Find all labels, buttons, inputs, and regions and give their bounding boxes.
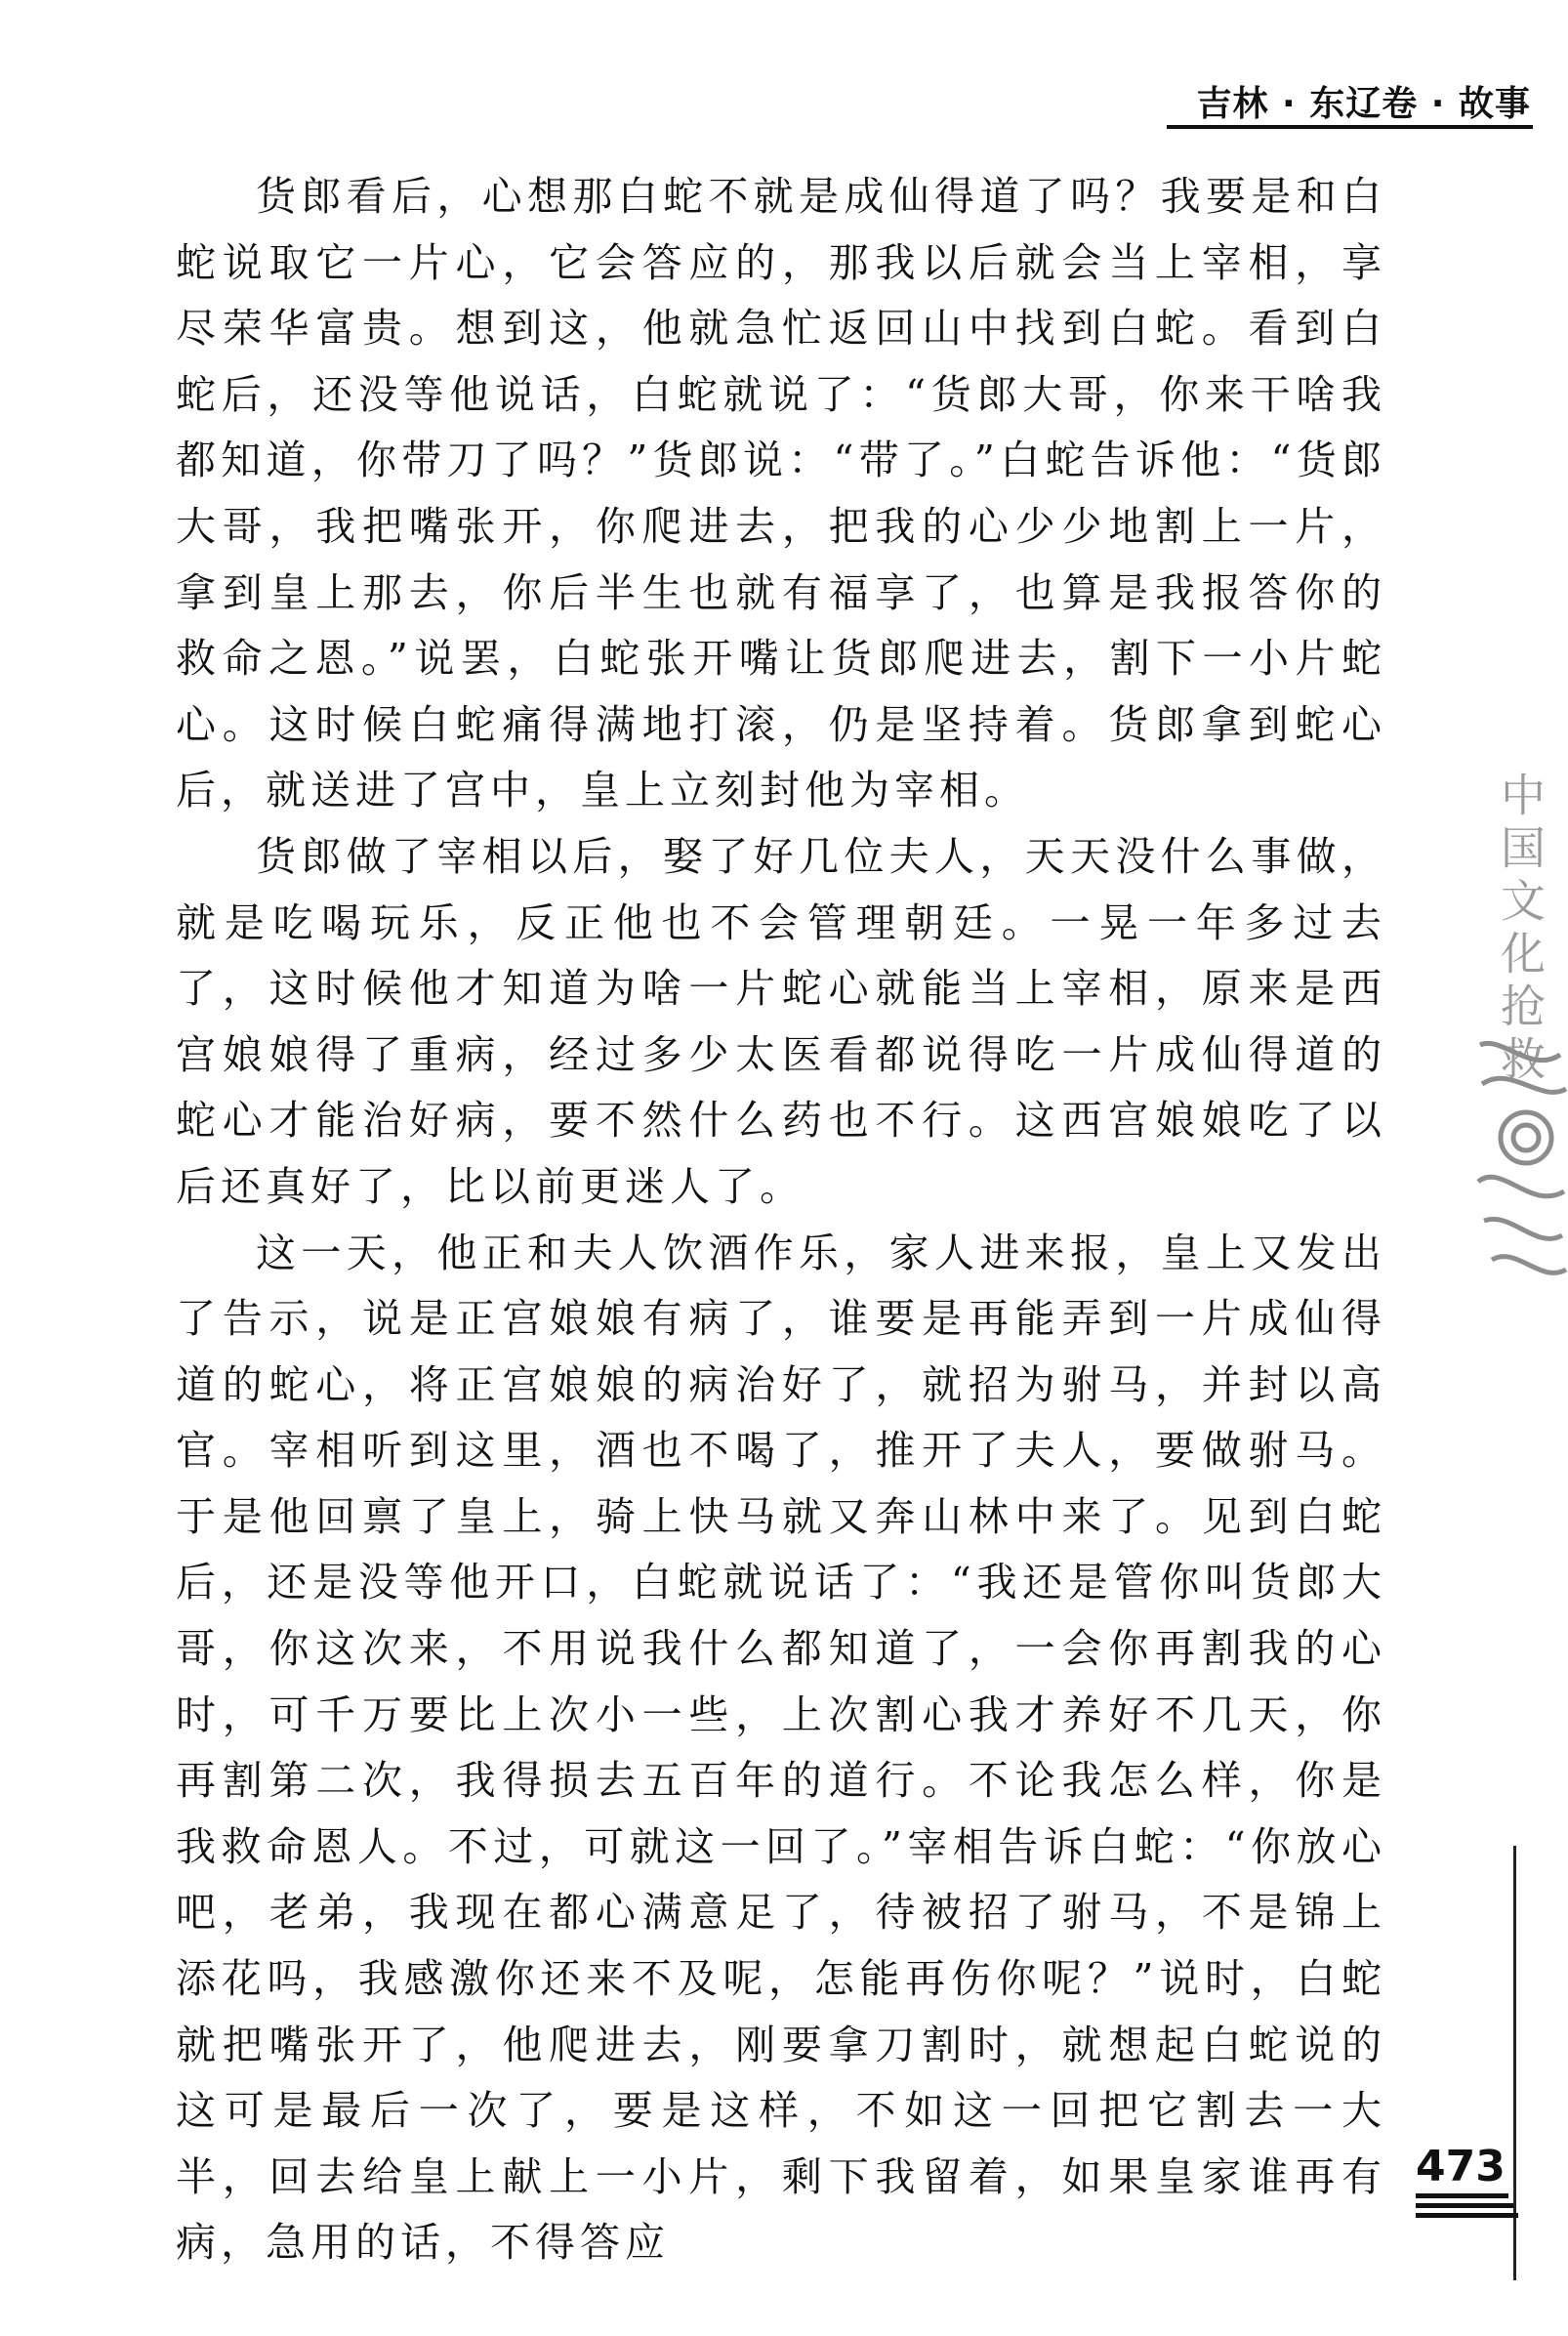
paragraph-2: 货郎做了宰相以后，娶了好几位夫人，天天没什么事做，就是吃喝玩乐，反正他也不会管理朝廷。一晃一年多过去了，这时候他才知道为啥一片蛇心就能当上宰相，原来是西宫娘娘得了重病，经过多少太医看都说得吃一片成仙得道的蛇心才能治好病，要不然什么药也不行。这西宫娘娘吃了以后还真好了，比以前更迷人了。 — [176, 832, 1386, 1210]
paragraph-1: 货郎看后，心想那白蛇不就是成仙得道了吗？我要是和白蛇说取它一片心，它会答应的，那我以后就会当上宰相，享尽荣华富贵。想到这，他就急忙返回山中找到白蛇。看到白蛇后，还没等他说话，白蛇就说了：“货郎大哥，你来干啥我都知道，你带刀了吗？”货郎说：“带了。”白蛇告诉他：“货郎大哥，我把嘴张开，你爬进去，把我的心少少地割上一片，拿到皇上那去，你后半生也就有福享了，也算是我报答你的救命之恩。”说罢，白蛇张开嘴让货郎爬进去，割下一小片蛇心。这时候白蛇痛得满地打滚，仍是坚持着。货郎拿到蛇心后，就送进了宫中，皇上立刻封他为宰相。 — [176, 173, 1386, 814]
side-decoration — [1472, 752, 1568, 1299]
side-decoration-text: 中国文化抢救 — [1494, 772, 1547, 1088]
page-number-underline — [1416, 2213, 1518, 2218]
running-header: 吉林 · 东辽卷 · 故事 — [1196, 84, 1531, 124]
paragraph-3: 这一天，他正和夫人饮酒作乐，家人进来报，皇上又发出了告示，说是正宫娘娘有病了，谁要是再能弄到一片成仙得道的蛇心，将正宫娘娘的病治好了，就招为驸马，并封以高官。宰相听到这里，酒也不喝了，推开了夫人，要做驸马。于是他回禀了皇上，骑上快马就又奔山林中来了。见到白蛇后，还是没等他开口，白蛇就说话了：“我还是管你叫货郎大哥，你这次来，不用说我什么都知道了，一会你再割我的心时，可千万要比上次小一些，上次割心我才养好不几天，你再割第二次，我得损去五百年的道行。不论我怎么样，你是我救命恩人。不过，可就这一回了。”宰相告诉白蛇：“你放心吧，老弟，我现在都心满意足了，待被招了驸马，不是锦上添花吗，我感激你还来不及呢，怎能再伤你呢？”说时，白蛇就把嘴张开了，他爬进去，刚要拿刀割时，就想起白蛇说的这可是最后一次了，要是这样，不如这一回把它割去一大半，回去给皇上献上一小片，剩下我留着，如果皇家谁再有病，急用的话，不得答应 — [176, 1229, 1386, 2267]
page-number: 473 — [1416, 2142, 1506, 2191]
page-number-underline — [1416, 2203, 1513, 2208]
page-number-underline — [1416, 2193, 1508, 2198]
header-rule — [1167, 125, 1533, 129]
body-text — [176, 164, 1386, 2276]
